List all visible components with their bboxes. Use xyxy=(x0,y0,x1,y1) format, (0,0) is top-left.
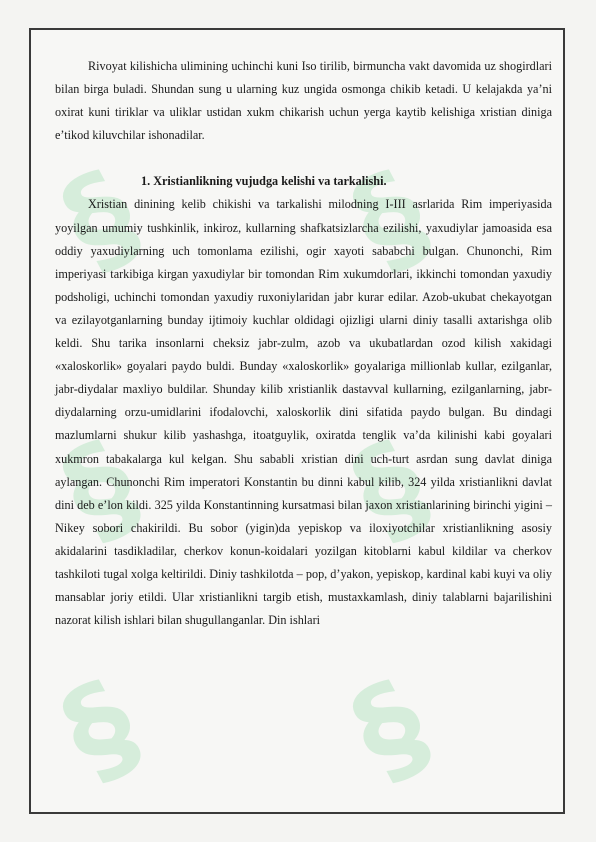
watermark-logo: § xyxy=(331,414,450,566)
watermark-logo: § xyxy=(331,654,450,806)
section-heading: 1. Xristianlikning vujudga kelishi va tarkalishi. xyxy=(141,174,387,189)
watermark-logo: § xyxy=(41,414,160,566)
watermark-logo: § xyxy=(331,144,450,296)
intro-paragraph: Rivoyat kilishicha ulimining uchinchi kuni Iso tirilib, birmuncha vakt davomida uz shogirdlari bilan birga buladi. Shundan sung u ularning kuz ungida osmonga chikib ketadi. U kelajakda ya’ni oxirat kuni tiriklar va uliklar ustidan xukm chikarish uchun yerga kaytib kelishiga xristian diniga e’tikod kiluvchilar ishonadilar. xyxy=(55,59,552,143)
watermark-logo: § xyxy=(41,654,160,806)
watermark-logo: § xyxy=(41,144,160,296)
document-body xyxy=(55,55,552,632)
paragraph-spacer xyxy=(55,147,552,170)
section-paragraph: Xristian dinining kelib chikishi va tarkalishi milodning I-III asrlarida Rim imperiyasida yoyilgan umumiy tushkinlik, inkiroz, kullarning shafkatsizlarcha ezilishi, yaxudiylar jamoasida esa oddiy yaxudiylarning uch tomonlama ezilishi, ogir xayoti sababchi bulgan. Chunonchi, Rim imperiyasi tarkibiga kirgan yaxudiylar bir tomondan Rim xukumdorlari, ikkinchi tomondan yaxudiy podsholigi, uchinchi tomondan yaxudiy ruxoniylaridan jabr kurar edilar. Azob-ukubat chekayotgan va ezilayotganlarning bunday ijtimoiy kuchlar oldidagi ojizligi ularni diniy tasalli axtarishga olib keldi. Shu tarika insonlarni cheksiz jabr-zulm, azob va ukubatlardan ozod kilish xakidagi «xaloskorlik» goyalari paydo buldi. Bunday «xaloskorlik» goyalariga millionlab kullar, ezilganlar, jabr-diydalar maxliyo buldilar. Shunday kilib xristianlik dastavval kullarning, ezilganlarning, jabr-diydalarning orzu-umidlarini ifodalovchi, xaloskorlik dini sifatida paydo bulgan. Bu dindagi mazlumlarni shukur kilib yashashga, itoatguylik, oxiratda tenglik va’da kilinishi kabi goyalari xukmron tabakalarga kul kelgan. Shu sababli xristian dini uch-turt asrdan sung davlat diniga aylangan. Chunonchi Rim imperatori Konstantin bu dinni kabul kilib, 324 yilda xristianlikni davlat dini deb e’lon kildi. 325 yilda Konstantinning kursatmasi bilan jaxon xristianlarining birinchi yigini – Nikey sobori chakirildi. Bu sobor (yigin)da yepiskop va iloxiyotchilar xristianlikning asosiy akidalarini tasdikladilar, cherkov konun-koidalari yozilgan kitoblarni kabul kildilar va cherkov tashkiloti tugal xolga keltirildi. Diniy tashkilotda – pop, d’yakon, yepiskop, kardinal kabi kuyi va oliy mansablar joriy etildi. Ular xristianlikni targib etish, mustaxkamlash, diniy talablarni bajarilishini nazorat kilish ishlari bilan shugullanganlar. Din ishlari xyxy=(55,197,552,628)
